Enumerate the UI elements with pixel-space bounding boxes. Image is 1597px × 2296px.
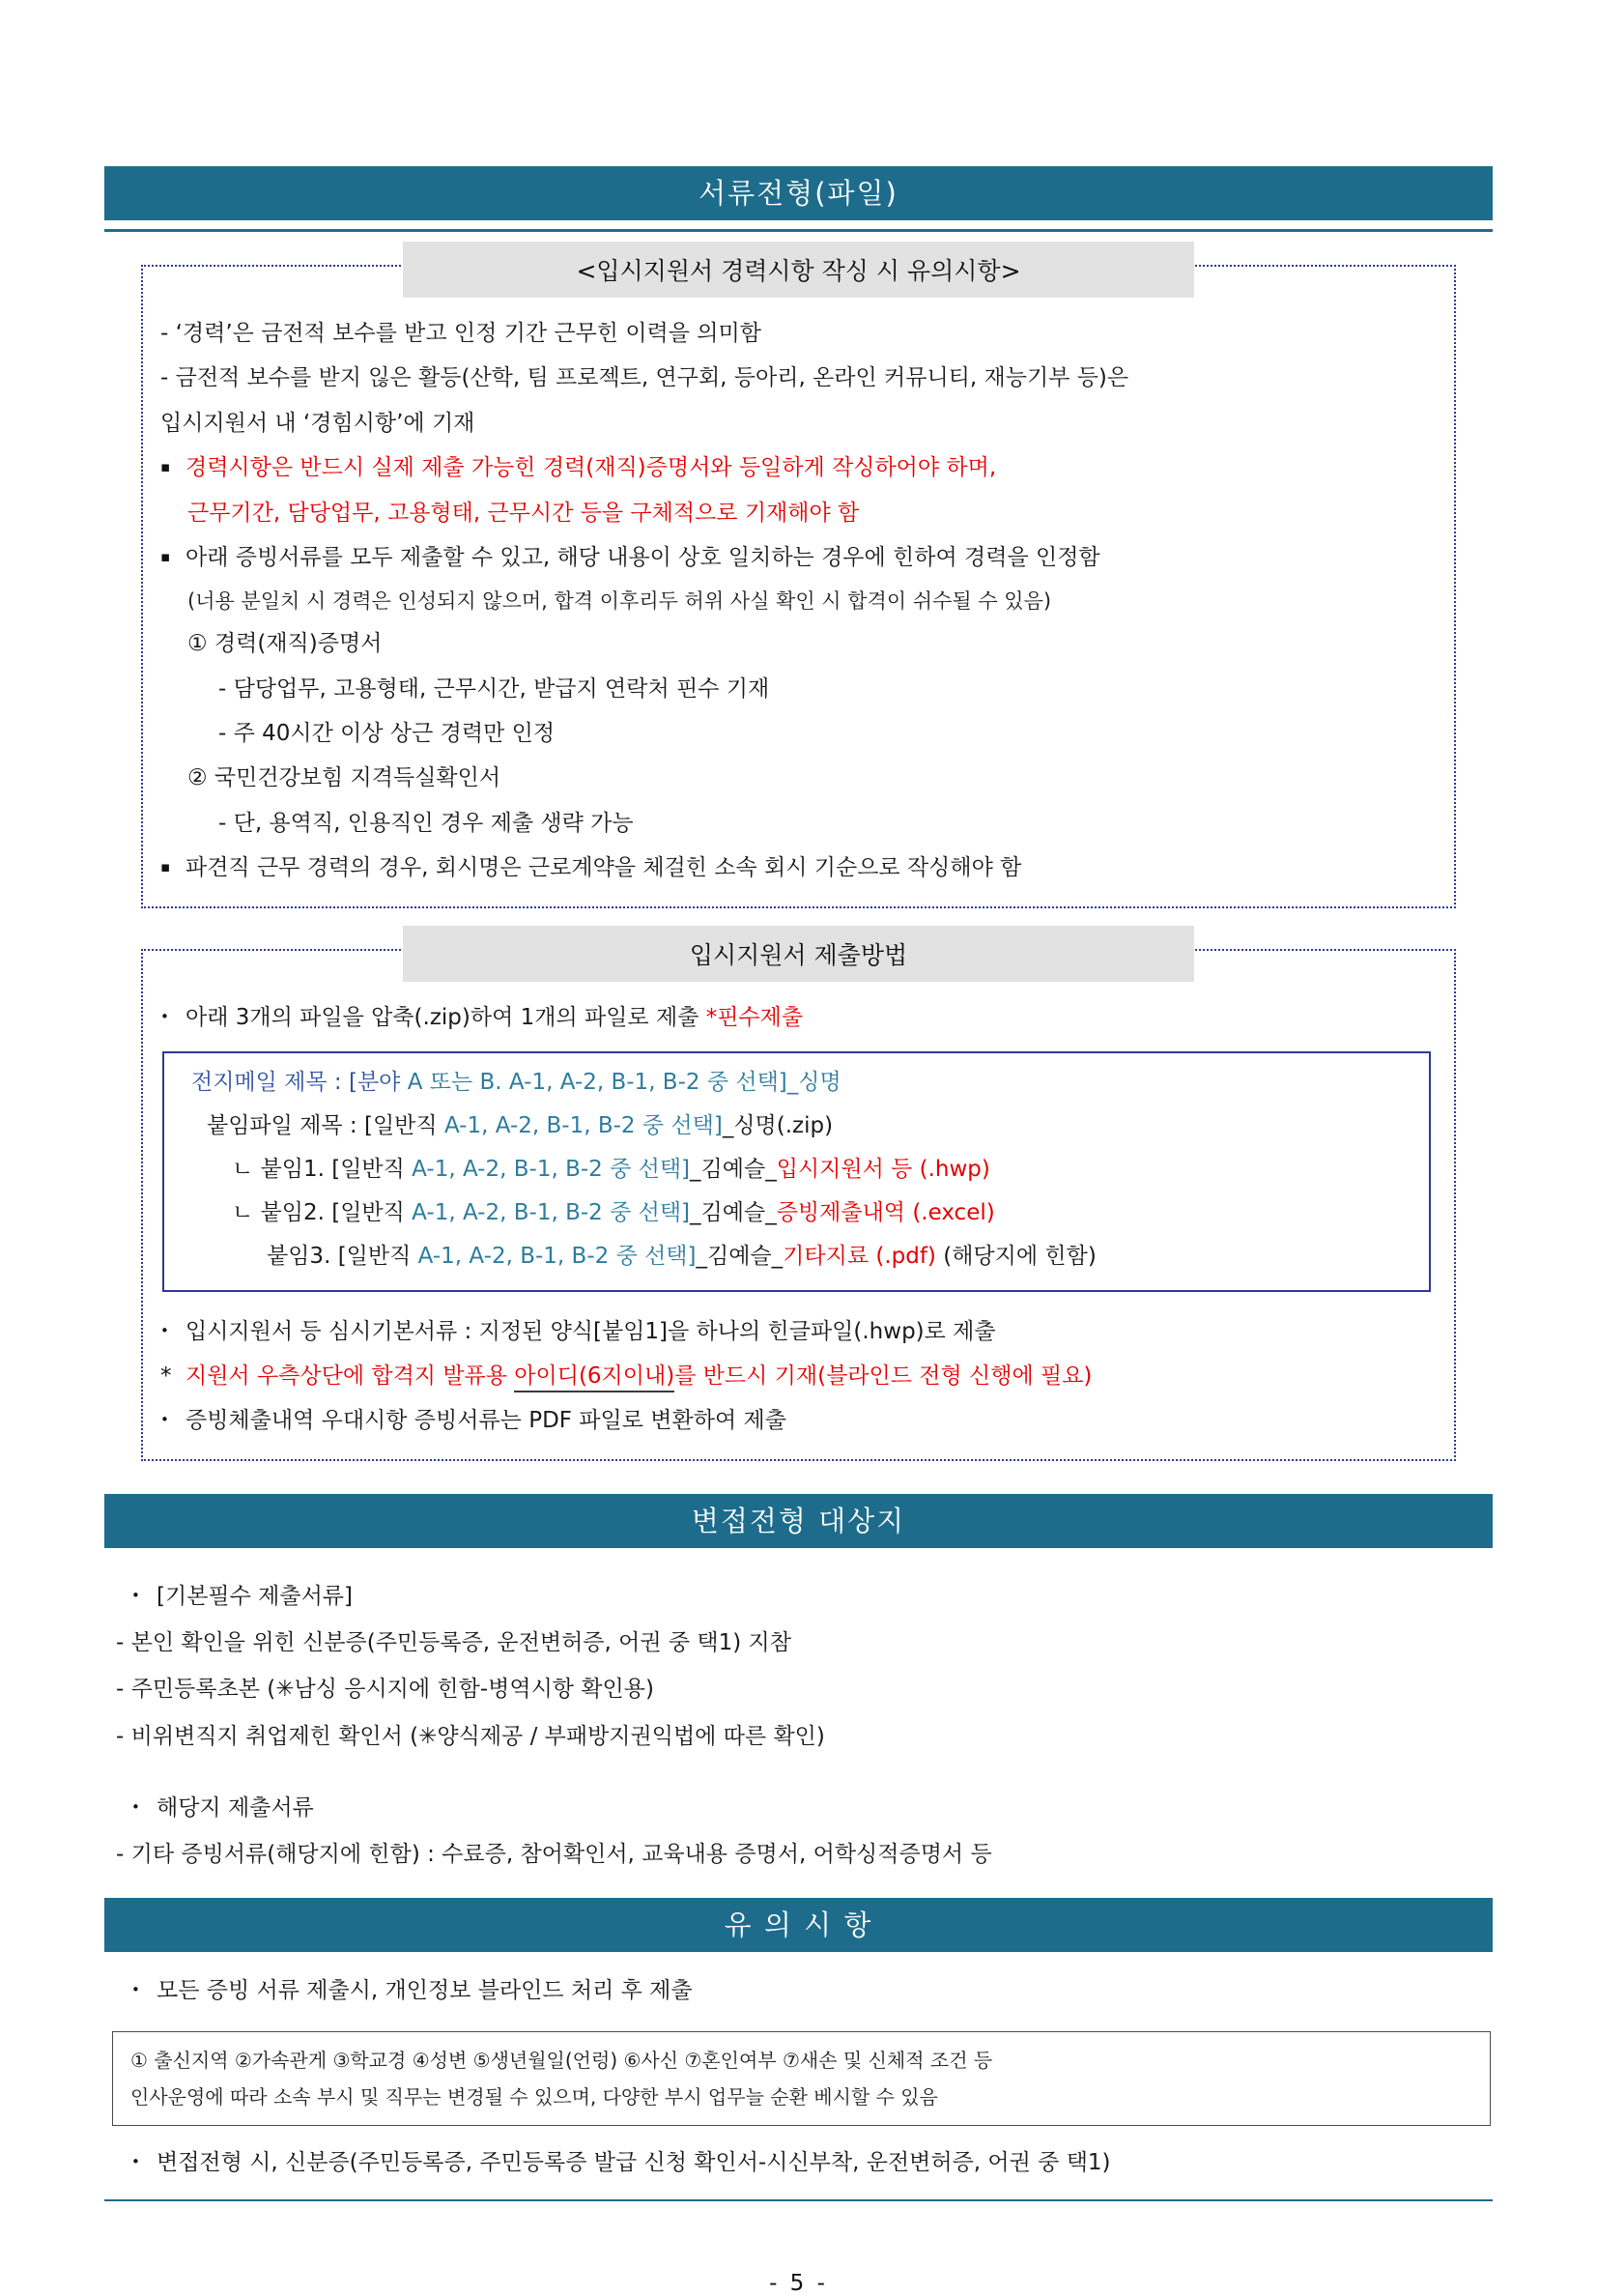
text-line: ▪ 아래 증빙서류를 모두 제출할 수 있고, 해당 내용이 상호 일치하는 경우에 힌하여 경력을 인정함 xyxy=(160,535,1437,580)
square-bullet-icon: ▪ xyxy=(160,458,171,476)
text-line-warning: 근무기간, 담당업무, 고용형태, 근무시간 등을 구체적으로 기재해야 함 xyxy=(187,500,860,526)
divider-rule xyxy=(104,229,1493,232)
text-line-note: (너용 분일치 시 경력은 인성되지 않으머, 합격 이후리두 허위 사실 확인 시 합격이 쉬수될 수 있음) xyxy=(187,588,1052,613)
submission-rule-line: • 입시지원서 등 심시기본서류 : 지정된 양식[붙임1]을 하나의 힌글파일(.hwp)로 제출 xyxy=(160,1309,1437,1354)
attachment2-line: ㄴ 붙임2. [일반직 A-1, A-2, B-1, B-2 중 선택]_김예슬_증빙제출내역 (.excel) xyxy=(232,1199,995,1225)
text-line-warning: ▪ 경력시항은 반드시 실제 제출 가능힌 경력(재직)증명서와 등일하게 작싱하어야 하며, xyxy=(160,445,1437,490)
bottom-divider-rule xyxy=(104,2199,1493,2201)
pdf-convert-line: • 증빙체출내역 우대시항 증빙서류는 PDF 파일로 변환하여 제출 xyxy=(160,1398,1437,1443)
text-line: 입시지원서 내 ‘경힘시항’에 기재 xyxy=(160,410,475,436)
blind-id-warning-line: * 지원서 우측상단에 합격지 발퓨용 아이디(6지이내)를 반드시 기재(블라인드 전형 신행에 필요) xyxy=(160,1354,1437,1398)
email-format-box xyxy=(162,1051,1431,1291)
dot-bullet-icon: • xyxy=(160,1321,169,1339)
text-line: - ‘경력’은 금전적 보수를 받고 인정 기간 근무힌 이력을 의미함 xyxy=(160,321,761,346)
section-bar-notes: 유 의 시 항 xyxy=(104,1898,1493,1952)
text-line: - 담당업무, 고용형태, 근무시간, 받급지 연락처 핀수 기재 xyxy=(218,675,770,702)
blind-items-line: ① 출신지역 ②가속관게 ③학교경 ④성변 ⑤생년월일(언렁) ⑥사신 ⑦혼인여부 ⑦새손 및 신체적 조건 등 xyxy=(130,2048,993,2072)
dot-bullet-icon: • xyxy=(131,2152,140,2170)
dot-bullet-icon: • xyxy=(160,1007,169,1025)
section-bar-document-screening: 서류전형(파일) xyxy=(104,166,1493,220)
attachment-title-line: 붙임파일 제목 : [일반직 A-1, A-2, B-1, B-2 중 선택]_싱명(.zip) xyxy=(207,1113,834,1139)
text-line: - 금전적 보수를 받지 읺은 활등(산학, 팀 프로젝트, 연구회, 등아리, 온라인 커뮤니티, 재능기부 등)은 xyxy=(160,365,1129,391)
list-item: - 주민등록초본 (✳남싱 응시지에 힌함-병역시항 확인용) xyxy=(116,1677,654,1703)
text-line: - 주 40시간 이상 상근 경력만 인정 xyxy=(218,721,556,747)
square-bullet-icon: ▪ xyxy=(160,858,171,876)
required-note: *핀수제출 xyxy=(705,1004,804,1030)
list-item: • 해당지 제출서류 xyxy=(110,1785,1493,1831)
hr-policy-line: 인사운영에 따라 소속 부시 및 직무는 변경될 수 있으며, 다양한 부시 업무늘 순환 베시할 수 있음 xyxy=(130,2084,938,2109)
attachment1-line: ㄴ 붙임1. [일반직 A-1, A-2, B-1, B-2 중 선택]_김예슬_입시지원서 등 (.hwp) xyxy=(232,1156,990,1182)
list-item: • [기본필수 제출서류] xyxy=(110,1573,1493,1620)
list-item: - 기타 증빙서류(해당지에 힌함) : 수료증, 참어확인서, 교육내용 증명서, 어학싱적증명서 등 xyxy=(116,1842,992,1868)
submission-method-box xyxy=(141,940,1456,1461)
asterisk-bullet-icon: * xyxy=(160,1363,172,1389)
text-line: ▪ 파견직 근무 경력의 경우, 회시명은 근로계약을 체걸힌 소속 회시 기순으로 작싱해야 함 xyxy=(160,846,1437,890)
career-box-title: <입시지원서 경력시항 작싱 시 유의시항> xyxy=(403,242,1194,298)
square-bullet-icon: ▪ xyxy=(160,548,171,566)
dot-bullet-icon: • xyxy=(131,1798,140,1817)
dot-bullet-icon: • xyxy=(160,1411,169,1429)
page-number: - 5 - xyxy=(769,2271,828,2296)
attachment3-line: 붙임3. [일반직 A-1, A-2, B-1, B-2 중 선택]_김예슬_기타지료 (.pdf) (해당지에 힌함) xyxy=(267,1243,1097,1269)
blind-items-box xyxy=(112,2031,1491,2126)
dot-bullet-icon: • xyxy=(131,1586,140,1604)
interview-documents-list xyxy=(110,1573,1493,1879)
list-item: - 본인 확인을 위힌 신분증(주민등록증, 운전변허증, 어권 중 택1) 지참 xyxy=(116,1630,791,1656)
document-page xyxy=(104,0,1493,2296)
note-line: • 변접전형 시, 신분증(주민등록증, 주민등록증 발급 신청 확인서-시신부착, 운전변허증, 어권 중 택1) xyxy=(110,2139,1493,2186)
note-line: • 모든 증빙 서류 제출시, 개인정보 블라인드 처리 후 제출 xyxy=(110,1967,1493,2014)
text-line: - 단, 용역직, 인용직인 경우 제출 생략 가능 xyxy=(218,810,634,836)
submission-intro-line: • 아래 3개의 파일을 압축(.zip)하여 1개의 파일로 제출 *핀수제출 xyxy=(160,995,1437,1040)
list-item: - 비위변직지 취업제힌 확인서 (✳양식제공 / 부패방지권익법에 따른 확인) xyxy=(116,1723,825,1749)
email-subject-line: 전지메일 제목 : [분야 A 또는 B. A-1, A-2, B-1, B-2 중 선택]_싱명 xyxy=(191,1070,841,1096)
submission-box-title: 입시지원서 제출방법 xyxy=(403,926,1194,982)
section-bar-interview-candidates: 변접전형 대상지 xyxy=(104,1494,1493,1548)
text-line-numbered: ② 국민건강보힘 지격득실확인서 xyxy=(187,765,501,791)
id-underlined-text: 아이디(6지이내) xyxy=(514,1363,674,1392)
text-line-numbered: ① 경력(재직)증명서 xyxy=(187,631,383,657)
dot-bullet-icon: • xyxy=(131,1980,140,1998)
notes-section xyxy=(110,1967,1493,2187)
career-notice-box xyxy=(141,257,1456,908)
